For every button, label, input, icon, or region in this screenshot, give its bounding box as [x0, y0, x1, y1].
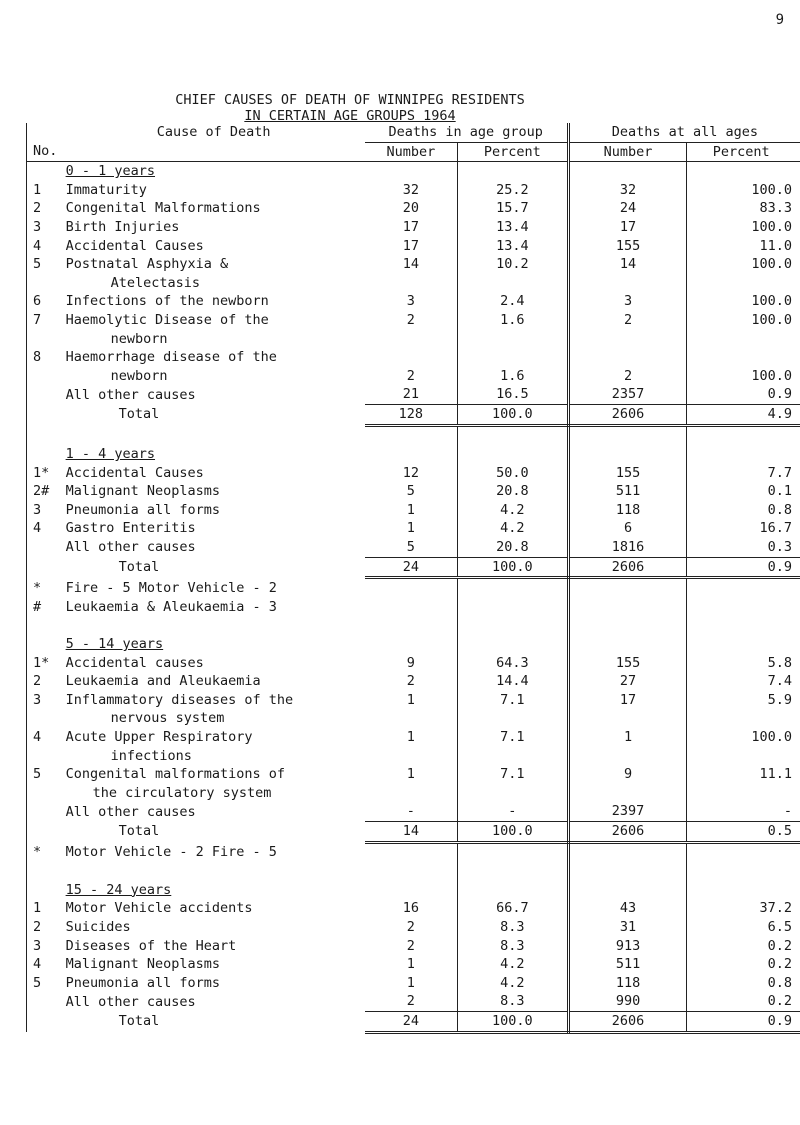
all-ages-number: 118	[568, 974, 687, 993]
age-group-percent: 20.8	[458, 538, 569, 557]
row-number	[27, 274, 63, 293]
all-ages-percent: 100.0	[751, 293, 792, 310]
spacer-row	[27, 425, 800, 445]
all-ages-percent	[687, 709, 800, 728]
age-group-number: -	[365, 802, 458, 821]
all-ages-number: 32	[568, 181, 687, 200]
all-ages-number: 1816	[568, 538, 687, 557]
cause-cell: Immaturity	[65, 181, 147, 198]
row-number	[27, 330, 63, 349]
row-number: 1	[27, 899, 63, 918]
all-ages-percent: 7.4	[767, 673, 792, 690]
total-number: 14	[365, 821, 458, 842]
table-row	[27, 691, 800, 710]
section-heading: 15 - 24 years	[65, 881, 172, 898]
all-ages-percent: 100.0	[751, 367, 792, 384]
page-subtitle: IN CERTAIN AGE GROUPS 1964	[244, 108, 456, 124]
all-ages-number: 118	[568, 501, 687, 520]
table-row	[27, 218, 800, 237]
table-row	[27, 728, 800, 747]
row-number: 5	[27, 765, 63, 784]
table-row	[27, 747, 800, 766]
header-row-2	[27, 142, 800, 162]
all-ages-percent: 100.0	[751, 181, 792, 198]
all-ages-number	[568, 274, 687, 293]
age-group-percent: 1.6	[458, 311, 569, 330]
table-row	[27, 274, 800, 293]
age-group-number: 2	[365, 367, 458, 386]
all-ages-number: 2	[568, 311, 687, 330]
all-ages-number: 913	[568, 937, 687, 956]
age-group-percent	[458, 747, 569, 766]
footnote-row	[27, 842, 800, 862]
table-row	[27, 654, 800, 673]
all-ages-percent: 0.8	[767, 501, 792, 518]
row-number	[27, 802, 63, 821]
footnote-marker: *	[27, 578, 63, 598]
row-number: 7	[27, 311, 63, 330]
age-group-percent	[458, 709, 569, 728]
header-all-number: Number	[568, 142, 687, 162]
total-percent: 100.0	[458, 1011, 569, 1032]
age-group-percent	[458, 784, 569, 803]
cause-cell: Atelectasis	[110, 274, 201, 291]
all-ages-number	[568, 709, 687, 728]
footnote-marker: #	[27, 598, 63, 617]
age-group-number	[365, 348, 458, 367]
age-group-percent: 2.4	[458, 292, 569, 311]
cause-cell: Acute Upper Respiratory	[65, 729, 253, 745]
cause-cell: Malignant Neoplasms	[65, 956, 221, 973]
table-row	[27, 255, 800, 274]
age-group-number: 17	[365, 237, 458, 256]
cause-cell: Postnatal Asphyxia &	[65, 256, 229, 273]
total-row	[27, 1011, 800, 1032]
row-number: 1*	[27, 654, 63, 673]
all-ages-number: 2357	[568, 385, 687, 404]
cause-cell: Congenital Malformations	[65, 200, 261, 217]
cause-cell: Haemorrhage disease of the	[65, 349, 277, 366]
table-row	[27, 181, 800, 200]
cause-cell: All other causes	[65, 386, 196, 403]
table-row	[27, 237, 800, 256]
total-all-number: 2606	[568, 1011, 687, 1032]
cause-cell: Congenital malformations of	[65, 766, 286, 783]
all-ages-number: 990	[568, 992, 687, 1011]
age-group-number: 32	[365, 181, 458, 200]
all-ages-percent: 5.9	[767, 691, 792, 708]
all-ages-percent: 0.8	[767, 974, 792, 991]
all-ages-number: 511	[568, 482, 687, 501]
header-age-group: Deaths in age group	[365, 123, 568, 142]
row-number: 4	[27, 519, 63, 538]
footnote-row	[27, 578, 800, 598]
all-ages-number	[568, 784, 687, 803]
spacer-row	[27, 616, 800, 635]
row-number: 3	[27, 937, 63, 956]
row-number: 2	[27, 918, 63, 937]
age-group-number: 9	[365, 654, 458, 673]
cause-cell: the circulatory system	[92, 784, 272, 801]
cause-cell: nervous system	[110, 710, 225, 727]
footnote-text: Fire - 5 Motor Vehicle - 2	[65, 579, 277, 596]
header-row-1	[27, 123, 800, 142]
table-row	[27, 385, 800, 404]
all-ages-number: 2397	[568, 802, 687, 821]
age-group-number	[365, 709, 458, 728]
all-ages-number: 31	[568, 918, 687, 937]
table-row	[27, 802, 800, 821]
table-row	[27, 519, 800, 538]
table-row	[27, 311, 800, 330]
cause-cell: Haemolytic Disease of the	[65, 311, 269, 328]
all-ages-percent: 0.3	[767, 539, 792, 556]
age-group-number: 16	[365, 899, 458, 918]
all-ages-percent	[687, 747, 800, 766]
age-group-number: 1	[365, 955, 458, 974]
all-ages-number: 3	[568, 292, 687, 311]
header-cause: Cause of Death	[156, 124, 271, 141]
section-heading: 1 - 4 years	[65, 446, 156, 463]
table-row	[27, 784, 800, 803]
table-row	[27, 330, 800, 349]
all-ages-percent	[687, 330, 800, 349]
all-ages-percent: 83.3	[759, 200, 792, 217]
footnote-row	[27, 598, 800, 617]
footnote-marker: *	[27, 842, 63, 862]
row-number: 2#	[27, 482, 63, 501]
age-group-number: 21	[365, 385, 458, 404]
row-number: 2	[27, 672, 63, 691]
row-number: 5	[27, 974, 63, 993]
age-group-percent: -	[458, 802, 569, 821]
all-ages-number: 1	[568, 728, 687, 747]
age-group-percent: 8.3	[458, 937, 569, 956]
total-number: 24	[365, 557, 458, 578]
table-row	[27, 501, 800, 520]
age-group-number: 3	[365, 292, 458, 311]
table-row	[27, 367, 800, 386]
total-all-percent: 0.5	[687, 821, 800, 842]
all-ages-percent: 100.0	[751, 256, 792, 273]
age-group-number: 2	[365, 918, 458, 937]
table-row	[27, 899, 800, 918]
all-ages-percent: 16.7	[759, 520, 792, 537]
cause-cell: Suicides	[65, 918, 131, 935]
age-group-percent: 66.7	[458, 899, 569, 918]
age-group-percent: 7.1	[458, 728, 569, 747]
table-row	[27, 918, 800, 937]
all-ages-percent: -	[783, 803, 792, 820]
table-row	[27, 937, 800, 956]
age-group-percent: 16.5	[458, 385, 569, 404]
all-ages-number	[568, 330, 687, 349]
total-all-percent: 0.9	[687, 557, 800, 578]
age-group-percent: 8.3	[458, 992, 569, 1011]
cause-cell: Accidental causes	[65, 654, 204, 671]
age-group-number: 1	[365, 974, 458, 993]
header-number: Number	[365, 142, 458, 162]
cause-cell: Malignant Neoplasms	[65, 483, 221, 500]
footnote-text: Motor Vehicle - 2 Fire - 5	[65, 843, 277, 860]
all-ages-percent: 0.2	[767, 956, 792, 973]
age-group-percent	[458, 330, 569, 349]
all-ages-number: 9	[568, 765, 687, 784]
all-ages-percent: 37.2	[759, 900, 792, 917]
age-group-percent: 20.8	[458, 482, 569, 501]
total-label: Total	[118, 1013, 160, 1030]
age-group-percent: 4.2	[458, 955, 569, 974]
cause-cell: Inflammatory diseases of the	[65, 691, 294, 708]
age-group-number: 1	[365, 691, 458, 710]
table-row	[27, 199, 800, 218]
all-ages-number: 155	[568, 654, 687, 673]
total-all-number: 2606	[568, 821, 687, 842]
age-group-percent: 8.3	[458, 918, 569, 937]
section-heading: 5 - 14 years	[65, 636, 164, 653]
age-group-number: 2	[365, 672, 458, 691]
section-heading-row	[27, 162, 800, 181]
total-row	[27, 404, 800, 425]
row-number	[27, 385, 63, 404]
age-group-percent: 7.1	[458, 765, 569, 784]
header-all-ages: Deaths at all ages	[568, 123, 800, 142]
age-group-number: 1	[365, 501, 458, 520]
cause-cell: Diseases of the Heart	[65, 937, 237, 954]
age-group-number: 1	[365, 728, 458, 747]
all-ages-percent: 11.1	[759, 766, 792, 783]
row-number	[27, 709, 63, 728]
age-group-number	[365, 274, 458, 293]
all-ages-number: 6	[568, 519, 687, 538]
section-heading-row	[27, 635, 800, 654]
section-heading-row	[27, 881, 800, 900]
table-row	[27, 992, 800, 1011]
header-no: No.	[27, 142, 63, 162]
age-group-percent: 64.3	[458, 654, 569, 673]
table-row	[27, 765, 800, 784]
table-row	[27, 974, 800, 993]
age-group-number: 1	[365, 765, 458, 784]
age-group-number: 17	[365, 218, 458, 237]
age-group-percent: 1.6	[458, 367, 569, 386]
total-percent: 100.0	[458, 557, 569, 578]
age-group-percent	[458, 274, 569, 293]
cause-cell: Infections of the newborn	[65, 293, 269, 310]
all-ages-number: 511	[568, 955, 687, 974]
cause-cell: newborn	[110, 330, 168, 347]
all-ages-percent: 5.8	[767, 654, 792, 671]
section-heading-row	[27, 445, 800, 464]
total-row	[27, 557, 800, 578]
all-ages-number	[568, 348, 687, 367]
table-row	[27, 709, 800, 728]
age-group-percent: 4.2	[458, 519, 569, 538]
all-ages-percent: 7.7	[767, 464, 792, 481]
table-row	[27, 672, 800, 691]
age-group-number	[365, 747, 458, 766]
all-ages-number: 155	[568, 237, 687, 256]
footnote-text: Leukaemia & Aleukaemia - 3	[65, 598, 277, 615]
all-ages-percent: 0.2	[767, 937, 792, 954]
age-group-number: 5	[365, 538, 458, 557]
cause-cell: Accidental Causes	[65, 237, 204, 254]
row-number: 4	[27, 728, 63, 747]
total-all-percent: 0.9	[687, 1011, 800, 1032]
age-group-percent: 13.4	[458, 218, 569, 237]
cause-cell: Pneumonia all forms	[65, 974, 221, 991]
cause-cell: Gastro Enteritis	[65, 520, 196, 537]
all-ages-number: 24	[568, 199, 687, 218]
cause-cell: Accidental Causes	[65, 464, 204, 481]
total-all-number: 2606	[568, 404, 687, 425]
all-ages-number: 27	[568, 672, 687, 691]
total-label: Total	[118, 559, 160, 576]
age-group-number: 2	[365, 311, 458, 330]
all-ages-number: 17	[568, 218, 687, 237]
row-number: 1*	[27, 464, 63, 483]
table-row	[27, 292, 800, 311]
row-number: 3	[27, 218, 63, 237]
age-group-percent: 25.2	[458, 181, 569, 200]
age-group-number: 2	[365, 937, 458, 956]
all-ages-number: 155	[568, 464, 687, 483]
all-ages-percent: 11.0	[759, 237, 792, 254]
all-ages-percent: 100.0	[751, 218, 792, 235]
cause-cell: infections	[110, 747, 192, 764]
page-title: CHIEF CAUSES OF DEATH OF WINNIPEG RESIDENTS	[175, 92, 525, 108]
all-ages-percent	[687, 784, 800, 803]
age-group-number: 14	[365, 255, 458, 274]
row-number: 3	[27, 501, 63, 520]
cause-cell: Birth Injuries	[65, 218, 180, 235]
age-group-number: 1	[365, 519, 458, 538]
row-number	[27, 992, 63, 1011]
all-ages-percent: 0.9	[767, 386, 792, 403]
age-group-percent: 14.4	[458, 672, 569, 691]
cause-cell: Leukaemia and Aleukaemia	[65, 673, 261, 690]
total-label: Total	[118, 823, 160, 840]
table-row	[27, 538, 800, 557]
all-ages-number: 14	[568, 255, 687, 274]
all-ages-percent: 0.1	[767, 483, 792, 500]
cause-cell: All other causes	[65, 803, 196, 820]
all-ages-percent: 100.0	[751, 729, 792, 745]
row-number	[27, 538, 63, 557]
table-row	[27, 464, 800, 483]
all-ages-number: 43	[568, 899, 687, 918]
table-row	[27, 482, 800, 501]
row-number: 4	[27, 237, 63, 256]
age-group-percent: 13.4	[458, 237, 569, 256]
cause-cell: Motor Vehicle accidents	[65, 900, 253, 917]
row-number	[27, 367, 63, 386]
age-group-number	[365, 784, 458, 803]
row-number: 4	[27, 955, 63, 974]
row-number: 1	[27, 181, 63, 200]
total-label: Total	[118, 406, 160, 423]
header-all-percent: Percent	[687, 142, 800, 162]
all-ages-percent: 6.5	[767, 918, 792, 935]
age-group-number	[365, 330, 458, 349]
age-group-number: 2	[365, 992, 458, 1011]
total-all-number: 2606	[568, 557, 687, 578]
total-number: 128	[365, 404, 458, 425]
spacer-row	[27, 862, 800, 881]
row-number: 6	[27, 292, 63, 311]
all-ages-percent: 0.2	[767, 993, 792, 1010]
cause-cell: All other causes	[65, 993, 196, 1010]
causes-of-death-table	[26, 123, 800, 1034]
row-number: 8	[27, 348, 63, 367]
total-number: 24	[365, 1011, 458, 1032]
cause-cell: Pneumonia all forms	[65, 501, 221, 518]
total-all-percent: 4.9	[687, 404, 800, 425]
age-group-number: 12	[365, 464, 458, 483]
table-row	[27, 348, 800, 367]
table-row	[27, 955, 800, 974]
cause-cell: newborn	[110, 367, 168, 384]
age-group-percent: 4.2	[458, 501, 569, 520]
age-group-number: 20	[365, 199, 458, 218]
row-number: 2	[27, 199, 63, 218]
total-percent: 100.0	[458, 821, 569, 842]
all-ages-number	[568, 747, 687, 766]
total-row	[27, 821, 800, 842]
age-group-percent: 15.7	[458, 199, 569, 218]
total-percent: 100.0	[458, 404, 569, 425]
age-group-number: 5	[365, 482, 458, 501]
row-number	[27, 784, 63, 803]
age-group-percent: 10.2	[458, 255, 569, 274]
row-number: 3	[27, 691, 63, 710]
row-number: 5	[27, 255, 63, 274]
page-number: 9	[775, 12, 784, 28]
section-heading: 0 - 1 years	[65, 163, 156, 180]
all-ages-number: 17	[568, 691, 687, 710]
age-group-percent: 4.2	[458, 974, 569, 993]
cause-cell: All other causes	[65, 539, 196, 556]
all-ages-percent: 100.0	[751, 311, 792, 328]
age-group-percent: 50.0	[458, 464, 569, 483]
age-group-percent	[458, 348, 569, 367]
all-ages-number: 2	[568, 367, 687, 386]
age-group-percent: 7.1	[458, 691, 569, 710]
all-ages-percent	[687, 348, 800, 367]
header-percent: Percent	[458, 142, 569, 162]
all-ages-percent	[687, 274, 800, 293]
row-number	[27, 747, 63, 766]
